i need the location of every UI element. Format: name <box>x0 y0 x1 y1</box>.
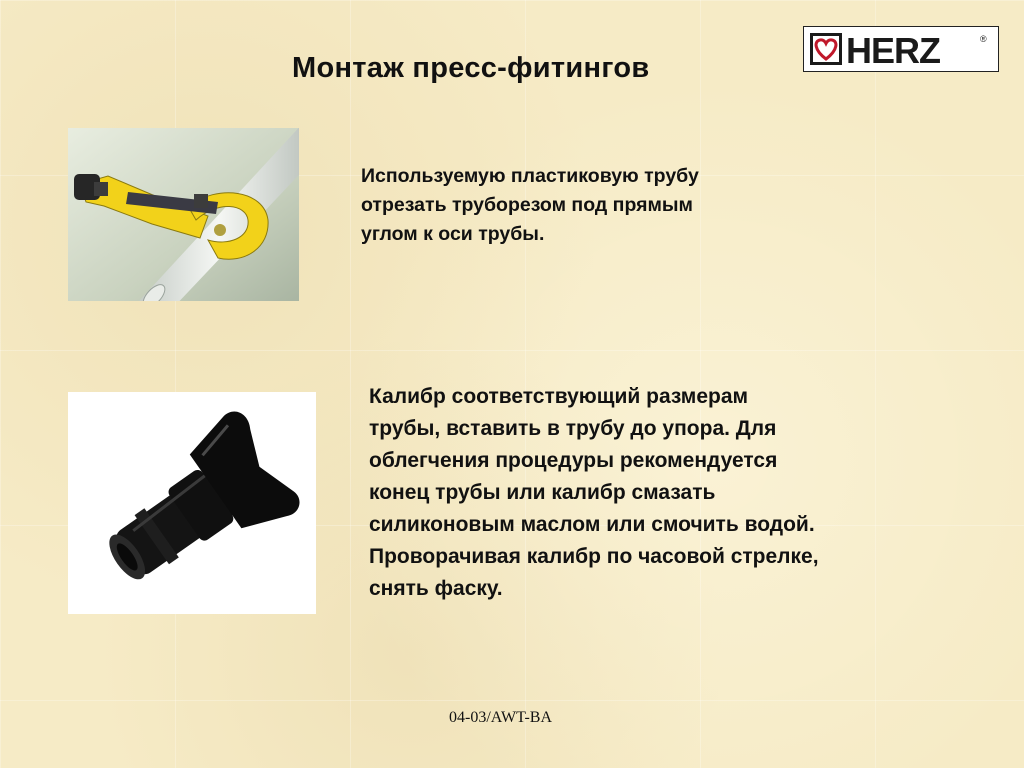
registered-mark: ® <box>980 34 987 44</box>
text-line: конец трубы или калибр смазать <box>369 481 716 504</box>
text-line: Калибр соответствующий размерам <box>369 385 749 408</box>
text-line: снять фаску. <box>369 577 503 600</box>
text-line: Используемую пластиковую трубу <box>361 165 699 187</box>
text-line: углом к оси трубы. <box>361 223 545 245</box>
text-line: трубы, вставить в трубу до упора. Для <box>369 417 777 440</box>
logo-text: HERZ <box>846 31 940 67</box>
pipe-cutter-photo <box>68 128 299 301</box>
footer-code: 04-03/AWT-BA <box>449 709 553 726</box>
slide-title: Монтаж пресс-фитингов <box>292 52 650 84</box>
step2-text <box>369 381 969 605</box>
step1-text <box>361 162 831 249</box>
herz-heart-icon <box>810 31 994 67</box>
text-line: силиконовым маслом или смочить водой. <box>369 513 815 536</box>
text-line: Проворачивая калибр по часовой стрелке, <box>369 545 819 568</box>
herz-logo <box>803 26 999 72</box>
text-line: облегчения процедуры рекомендуется <box>369 449 778 472</box>
calibrator-photo <box>68 392 316 614</box>
text-line: отрезать труборезом под прямым <box>361 194 693 216</box>
